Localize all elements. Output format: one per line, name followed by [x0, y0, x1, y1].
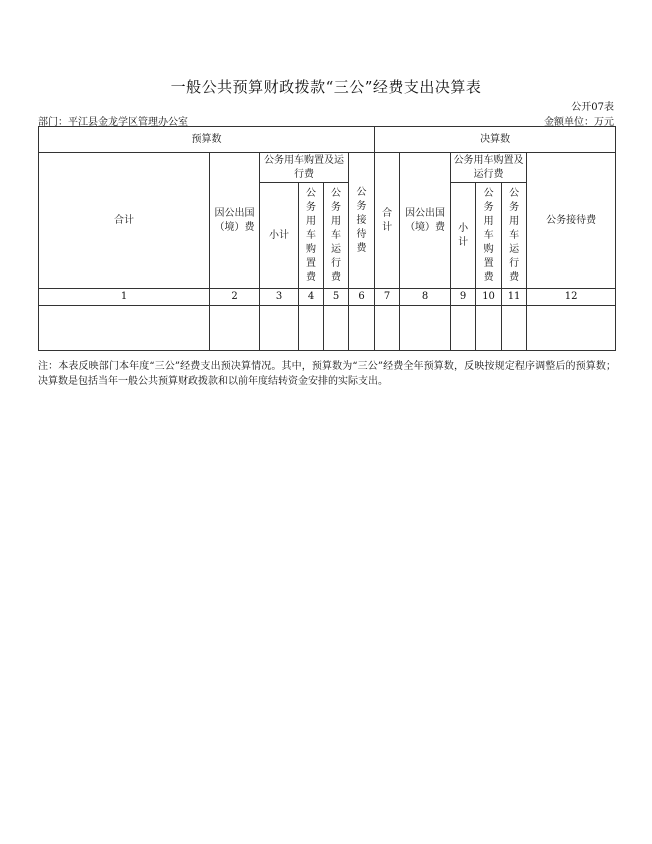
form-number: 公开07表 [571, 102, 614, 113]
final-reception-header: 公务接待费 [527, 153, 616, 289]
expenditure-table [38, 126, 616, 351]
data-cell [299, 306, 324, 351]
data-cell [476, 306, 502, 351]
data-cell [400, 306, 451, 351]
data-cell [324, 306, 349, 351]
col-number: 9 [451, 289, 476, 306]
final-subtotal-header: 小计 [451, 183, 476, 289]
budget-vehicle-purchase-header: 公务用车购置费 [299, 183, 324, 289]
final-vehicle-group-header: 公务用车购置及运行费 [451, 153, 527, 183]
budget-vehicle-group-header: 公务用车购置及运行费 [260, 153, 349, 183]
col-number: 10 [476, 289, 502, 306]
data-cell [39, 306, 210, 351]
col-number: 11 [502, 289, 527, 306]
col-number: 8 [400, 289, 451, 306]
col-number: 2 [210, 289, 260, 306]
final-abroad-header: 因公出国（境）费 [400, 153, 451, 289]
budget-group-header: 预算数 [39, 127, 375, 153]
data-cell [527, 306, 616, 351]
page-title: 一般公共预算财政拨款“三公”经费支出决算表 [170, 78, 482, 96]
budget-vehicle-operation-header: 公务用车运行费 [324, 183, 349, 289]
table-row [39, 306, 616, 351]
column-number-row [39, 289, 616, 306]
budget-abroad-header: 因公出国（境）费 [210, 153, 260, 289]
budget-reception-header: 公务接待费 [349, 153, 375, 289]
final-total-header: 合计 [375, 153, 400, 289]
col-number: 7 [375, 289, 400, 306]
data-cell [451, 306, 476, 351]
col-number: 3 [260, 289, 299, 306]
final-group-header: 决算数 [375, 127, 616, 153]
col-number: 12 [527, 289, 616, 306]
department-label: 部门：平江县金龙学区管理办公室 [38, 117, 188, 128]
col-number: 1 [39, 289, 210, 306]
data-cell [375, 306, 400, 351]
col-number: 6 [349, 289, 375, 306]
final-vehicle-purchase-header: 公务用车购置费 [476, 183, 502, 289]
final-vehicle-operation-header: 公务用车运行费 [502, 183, 527, 289]
data-cell [502, 306, 527, 351]
data-cell [260, 306, 299, 351]
data-cell [210, 306, 260, 351]
footnote: 注：本表反映部门本年度“三公”经费支出预决算情况。其中，预算数为“三公”经费全年预算数，反映按规定程序调整后的预算数；决算数是包括当年一般公共预算财政拨款和以前年度结转资金安排的实际支出。 [38, 361, 616, 387]
budget-total-header: 合计 [39, 153, 210, 289]
col-number: 5 [324, 289, 349, 306]
col-number: 4 [299, 289, 324, 306]
data-cell [349, 306, 375, 351]
budget-subtotal-header: 小计 [260, 183, 299, 289]
unit-label: 金额单位：万元 [544, 117, 614, 128]
